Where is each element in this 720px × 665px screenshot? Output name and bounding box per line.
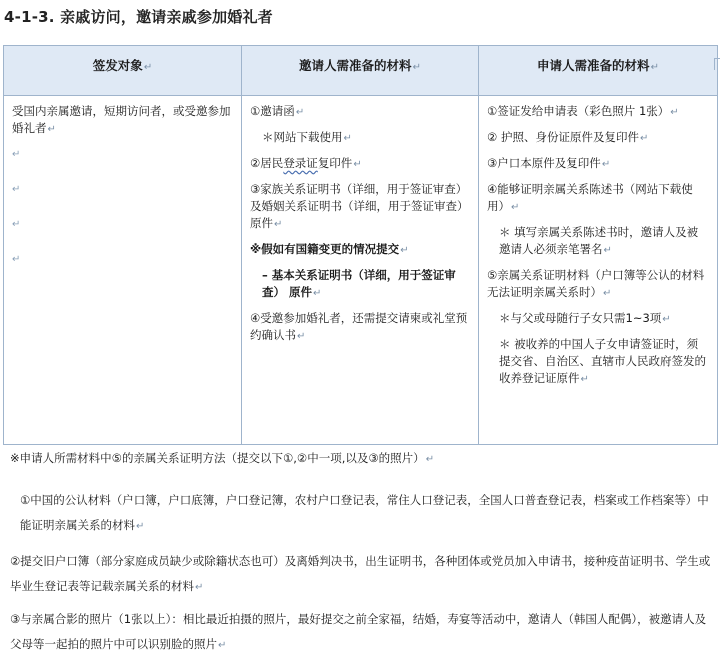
paragraph-mark: ↵ bbox=[12, 254, 21, 265]
list-item: ①邀请函↵ bbox=[250, 104, 305, 118]
materials-table bbox=[3, 45, 718, 445]
paragraph-mark: ↵ bbox=[12, 219, 21, 230]
list-item: ＊ 被收养的中国人子女申请签证时，须提交省、自治区、直辖市人民政府签发的收养登记证原件↵ bbox=[499, 337, 706, 385]
list-item: ④能够证明亲属关系陈述书（网站下载使用）↵ bbox=[487, 182, 693, 213]
list-item: ③户口本原件及复印件↵ bbox=[487, 156, 611, 170]
list-item: ②居民登录证复印件↵ bbox=[250, 156, 362, 170]
list-item: ② 护照、身份证原件及复印件↵ bbox=[487, 130, 649, 144]
target-text: 受国内亲属邀请，短期访问者，或受邀参加婚礼者↵ bbox=[12, 104, 231, 135]
list-item: ＊ 填写亲属关系陈述书时，邀请人及被邀请人必须亲笔署名↵ bbox=[499, 225, 699, 256]
inviter-materials-cell bbox=[242, 96, 479, 445]
paragraph-mark: ↵ bbox=[12, 149, 21, 160]
header-target: 签发对象↵ bbox=[4, 46, 242, 96]
note-item: ③与亲属合影的照片（1张以上）：相比最近拍摄的照片，最好提交之前全家福，结婚，寿宴等活动中，邀请人（韩国人配偶），被邀请人及父母等一起拍的照片中可以识别脸的照片↵ bbox=[10, 612, 707, 651]
note-item: ①中国的公认材料（户口簿，户口底簿，户口登记簿，农村户口登记表，常住人口登记表，全国人口普查登记表，档案或工作档案等）中能证明亲属关系的材料↵ bbox=[20, 493, 709, 532]
paragraph-mark: ↵ bbox=[12, 184, 21, 195]
list-item: ＊与父或母随行子女只需1~3项↵ bbox=[499, 311, 671, 325]
list-item: ＊网站下载使用↵ bbox=[262, 130, 352, 144]
header-applicant-materials: 申请人需准备的材料↵ bbox=[479, 46, 718, 96]
applicant-materials-cell bbox=[479, 96, 718, 445]
target-cell bbox=[4, 96, 242, 445]
note-item: ②提交旧户口簿（部分家庭成员缺少或除籍状态也可）及离婚判决书，出生证明书，各种团体或党员加入申请书，接种疫苗证明书、学生或毕业生登记表等记载亲属关系的材料↵ bbox=[10, 554, 711, 593]
list-item: ④受邀参加婚礼者，还需提交请柬或礼堂预约确认书↵ bbox=[250, 311, 468, 342]
list-item: ③家族关系证明书（详细，用于签证审查）及婚姻关系证明书（详细，用于签证审查）原件↵ bbox=[250, 182, 469, 230]
list-item: – 基本关系证明书（详细，用于签证审查） 原件↵ bbox=[262, 268, 456, 299]
list-item: ①签证发给申请表（彩色照片 1张）↵ bbox=[487, 104, 679, 118]
note-heading: ※申请人所需材料中⑤的亲属关系证明方法（提交以下①,②中一项,以及③的照片）↵ bbox=[10, 451, 435, 465]
table-edge-marker bbox=[714, 58, 720, 70]
list-item: ⑤亲属关系证明材料（户口簿等公认的材料无法证明亲属关系时）↵ bbox=[487, 268, 705, 299]
list-item: ※假如有国籍变更的情况提交↵ bbox=[250, 242, 409, 256]
section-title: 4-1-3. 亲戚访问，邀请亲戚参加婚礼者 bbox=[4, 8, 273, 26]
table-body-row bbox=[4, 96, 718, 445]
header-inviter-materials: 邀请人需准备的材料↵ bbox=[242, 46, 479, 96]
table-header-row bbox=[4, 46, 718, 96]
